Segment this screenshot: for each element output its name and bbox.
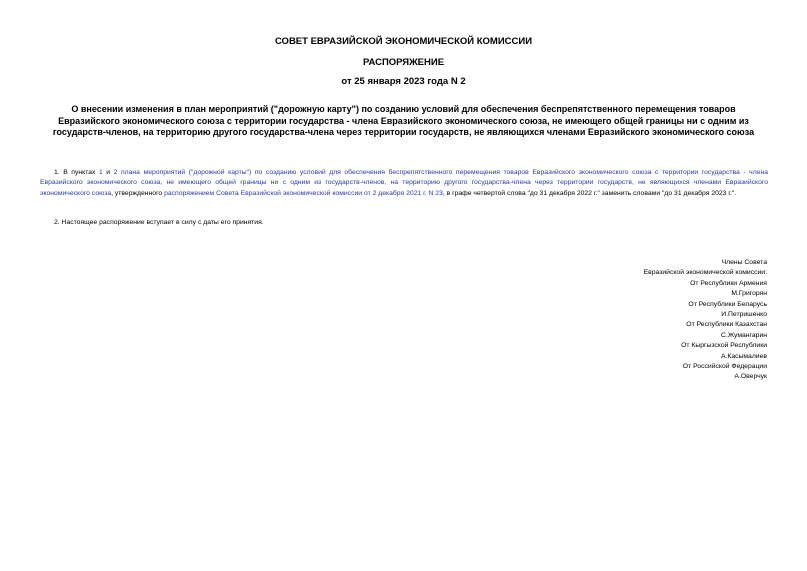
signer-line: А.Касымалиев (720, 352, 767, 360)
signer-line: Евразийской экономической комиссии: (643, 269, 767, 277)
paragraph-1 (40, 168, 768, 199)
issuing-organization: СОВЕТ ЕВРАЗИЙСКОЙ ЭКОНОМИЧЕСКОЙ КОМИССИИ (274, 36, 533, 47)
document-title: О внесении изменения в план мероприятий ("дорожную карту") по созданию условий для обеспечения беспрепятственного перемещения товаров Евразийского экономического союза с территории государства - члена Евразийского экономического союза, не имеющего общей границы ни с одним из государств-членов, на территорию другого государства-члена через территории государств, не являющихся членами Евразийского экономического союза (52, 104, 755, 137)
link-point-2[interactable]: 2 (113, 169, 118, 176)
signer-line: От Республики Армения (690, 279, 767, 287)
p1-text-4: , утвержденного (111, 189, 165, 197)
signer-line: От Республики Беларусь (688, 300, 767, 308)
paragraph-2: 2. Настоящее распоряжение вступает в силу с даты его принятия. (54, 219, 264, 226)
signer-line: От Республики Казахстан (686, 321, 767, 329)
p1-text-1: 1. В пунктах (54, 169, 99, 176)
link-roadmap-plan[interactable]: плана мероприятий ("дорожной карты") по созданию условий для обеспечения беспрепятственного перемещения товаров Евразийского экономического союза с территории государства - члена Евразийского экономического союза, не имеющего общей границы ни с одним из государств-членов, на территорию другого государства-члена через территории государств, не являющихся членами Евразийского экономического союза (40, 169, 768, 197)
link-point-1[interactable]: 1 (98, 169, 103, 176)
signer-line: А.Оверчук (734, 373, 767, 381)
signer-line: И.Петришенко (721, 311, 767, 319)
document-type: РАСПОРЯЖЕНИЕ (362, 57, 445, 68)
signers-block (547, 258, 767, 383)
signer-line: От Кыргызской Республики (681, 342, 767, 350)
p1-text-2: и (102, 169, 114, 176)
p1-text-5: , в графе четвертой слова "до 31 декабря 2022 г." заменить словами "до 31 декабря 2023 г.". (442, 189, 737, 197)
signer-line: От Российской Федерации (682, 363, 767, 371)
signer-line: С.Жумангарин (721, 331, 767, 339)
signer-line: Члены Совета (721, 259, 767, 266)
signer-line: М.Григорян (731, 290, 767, 298)
document-date-number: от 25 января 2023 года N 2 (341, 76, 466, 87)
link-council-order[interactable]: распоряжением Совета Евразийской экономической комиссии от 2 декабря 2021 г. N 23 (164, 189, 443, 197)
